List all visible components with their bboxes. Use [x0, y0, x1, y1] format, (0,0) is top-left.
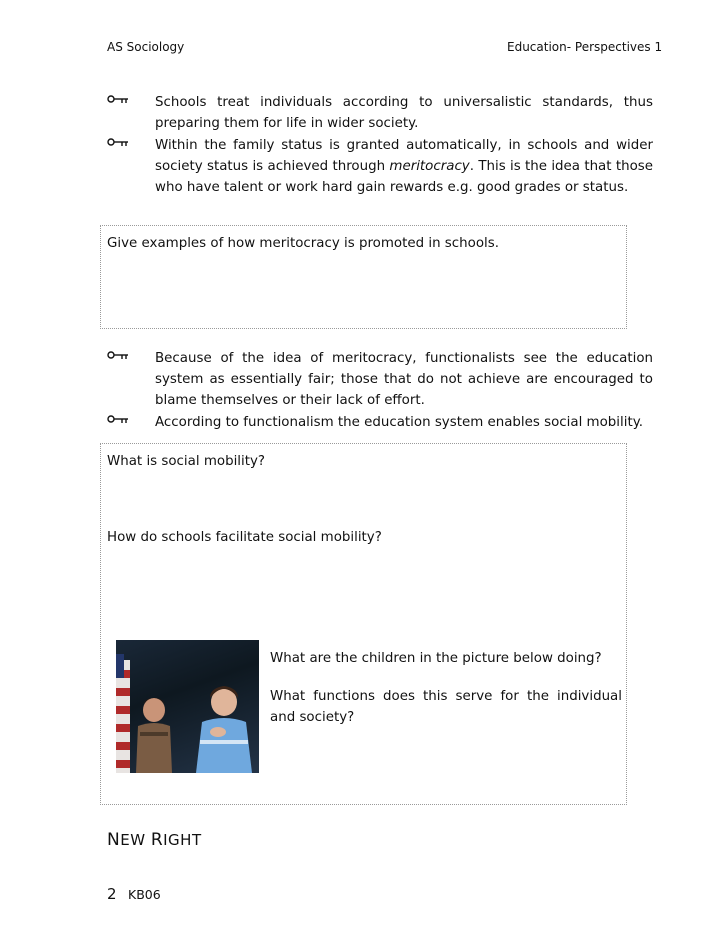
heading-rest: EW	[120, 831, 146, 849]
page-number: 2	[107, 885, 117, 903]
footer-code: KB06	[128, 887, 161, 902]
key-icon	[107, 136, 129, 148]
header-section-title: Education- Perspectives 1	[507, 40, 663, 54]
bullet-text	[155, 135, 653, 198]
box-question: What is social mobility?	[107, 454, 266, 469]
box-question: How do schools facilitate social mobility?	[107, 530, 382, 545]
bullet-text: Schools treat individuals according to universalistic standards, thus preparing them for life in wider society.	[155, 95, 653, 131]
answer-box-meritocracy[interactable]	[100, 225, 627, 329]
bullet-text-part: . This is the idea that those who have talent or work hard gain rewards e.g. good grades or status.	[155, 159, 653, 195]
children-pledge-photo	[116, 640, 259, 773]
key-icon	[107, 349, 129, 361]
emphasis-term: meritocracy	[389, 159, 470, 174]
header-course-title: AS Sociology	[107, 40, 185, 54]
heading-cap: R	[150, 830, 164, 850]
heading-rest: IGHT	[163, 831, 202, 849]
bullet-text: According to functionalism the education system enables social mobility.	[155, 415, 643, 430]
key-icon	[107, 413, 129, 425]
photo-question: What are the children in the picture below doing?	[270, 651, 602, 666]
bullet-text-part: Within the family status is granted automatically, in schools and wider society status is achieved through	[155, 138, 653, 174]
bullet-text: Because of the idea of meritocracy, functionalists see the education system as essentially fair; those that do not achieve are encouraged to blame themselves or their lack of effort.	[155, 351, 653, 408]
key-icon	[107, 93, 129, 105]
heading-cap: N	[107, 830, 121, 850]
section-heading	[107, 830, 202, 850]
box-question: Give examples of how meritocracy is promoted in schools.	[107, 236, 499, 251]
photo-question: What functions does this serve for the individual and society?	[270, 689, 622, 725]
